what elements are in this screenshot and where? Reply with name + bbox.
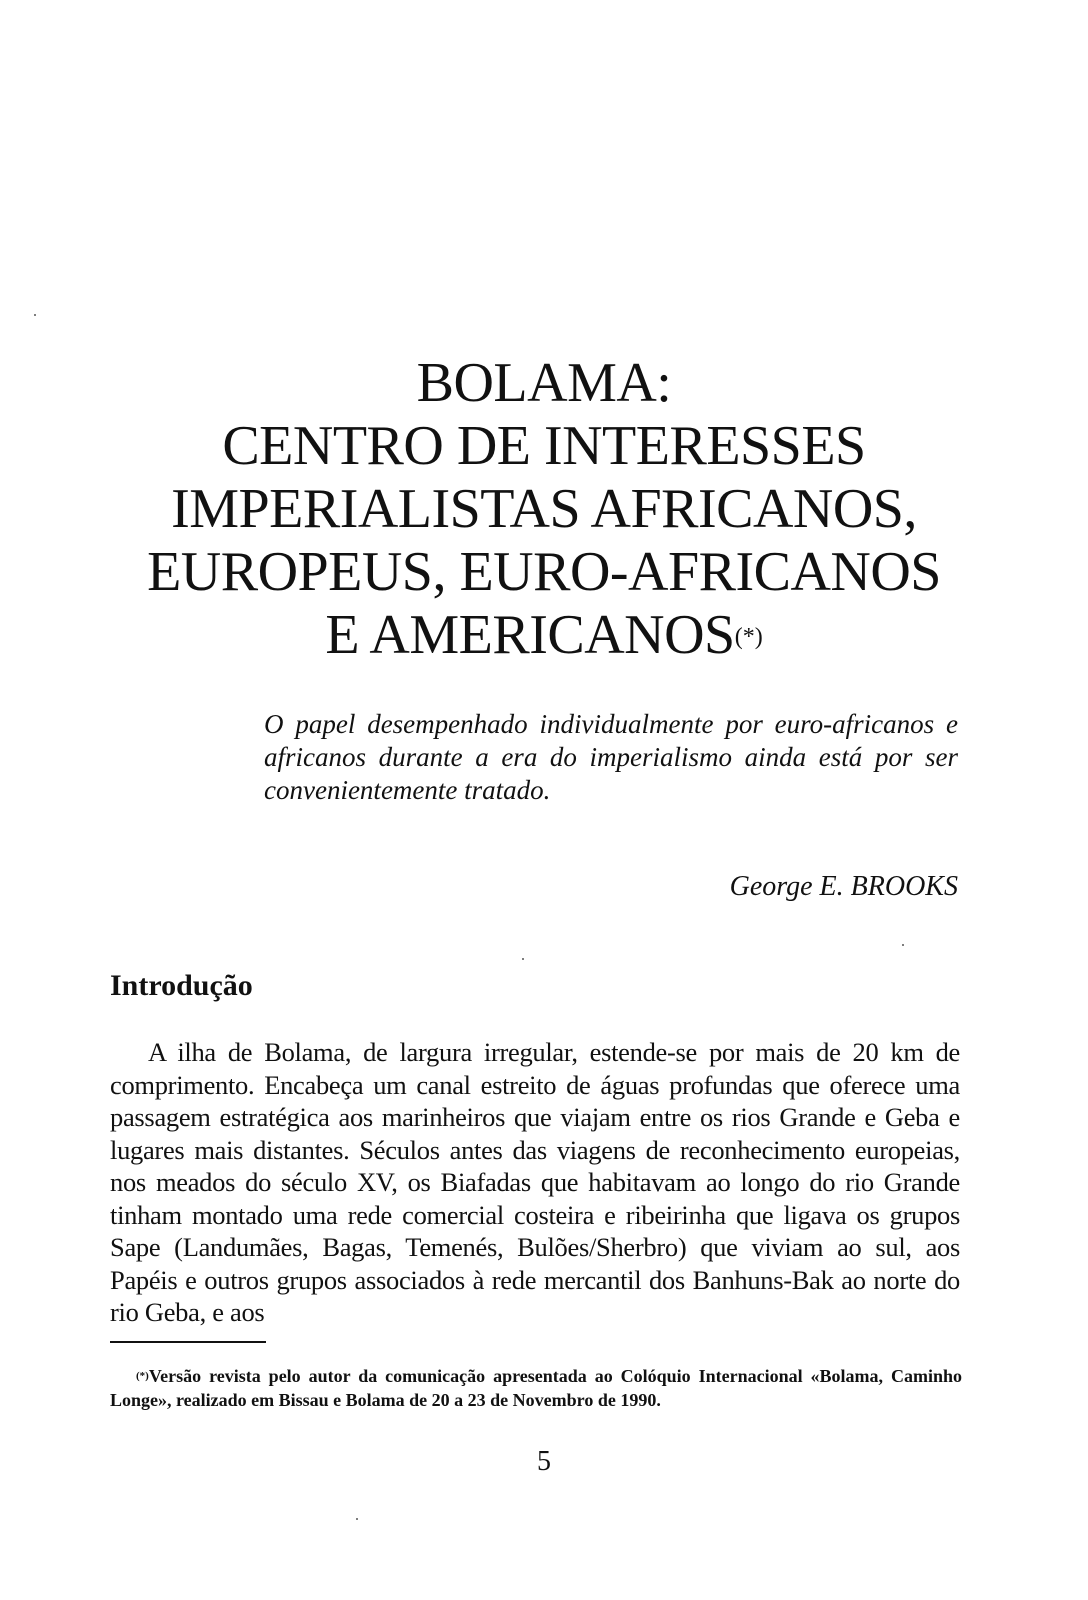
epigraph-text: O papel desempenhado individualmente por euro-africanos e africanos durante a era do imperialismo ainda está por ser convenientemente tratado. [264, 709, 958, 805]
body-paragraph: A ilha de Bolama, de largura irregular, estende-se por mais de 20 km de comprimento. Encabeça um canal estreito de águas profundas que oferece uma passagem estratégica aos marinheiros que viajam entre os rios Grande e Geba e lugares mais distantes. Séculos antes das viagens de reconhecimento europeias, nos meados do século XV, os Biafadas que habitavam ao longo do rio Grande tinham montado uma rede comercial costeira e ribeirinha que ligava os grupos Sape (Landumães, Bagas, Temenés, Bulões/Sherbro) que viviam ao sul, aos Papéis e outros grupos associados à rede mercantil dos Banhuns-Bak ao norte do rio Geba, e aos [110, 1037, 960, 1327]
title-line-3: IMPERIALISTAS AFRICANOS, [171, 478, 917, 540]
page-number: 5 [537, 1446, 551, 1477]
title-line-2: CENTRO DE INTERESSES [222, 415, 866, 477]
epigraph-author: George E. BROOKS [729, 871, 958, 902]
footnote-paragraph [110, 1364, 962, 1412]
footnote [110, 1364, 962, 1412]
title-line-1: BOLAMA: [416, 352, 672, 414]
footnote-marker: (*) [136, 1370, 149, 1382]
scan-speck [34, 314, 36, 316]
title-line-5 [0, 604, 1088, 667]
title-line-5-text: E AMERICANOS [325, 604, 735, 666]
body-text [110, 1036, 960, 1329]
footnote-divider [110, 1341, 266, 1343]
section-heading-introduction: Introdução [110, 969, 253, 1002]
scan-speck [902, 944, 904, 946]
epigraph [264, 708, 958, 807]
title-footnote-marker: (*) [734, 624, 763, 650]
title-line-4: EUROPEUS, EURO-AFRICANOS [147, 541, 941, 603]
scan-speck [522, 958, 524, 960]
footnote-text: Versão revista pelo autor da comunicação apresentada ao Colóquio Internacional «Bolama, Caminho Longe», realizado em Bissau e Bolama de 20 a 23 de Novembro de 1990. [110, 1366, 962, 1410]
article-title [0, 352, 1088, 667]
scan-speck [356, 1518, 358, 1520]
